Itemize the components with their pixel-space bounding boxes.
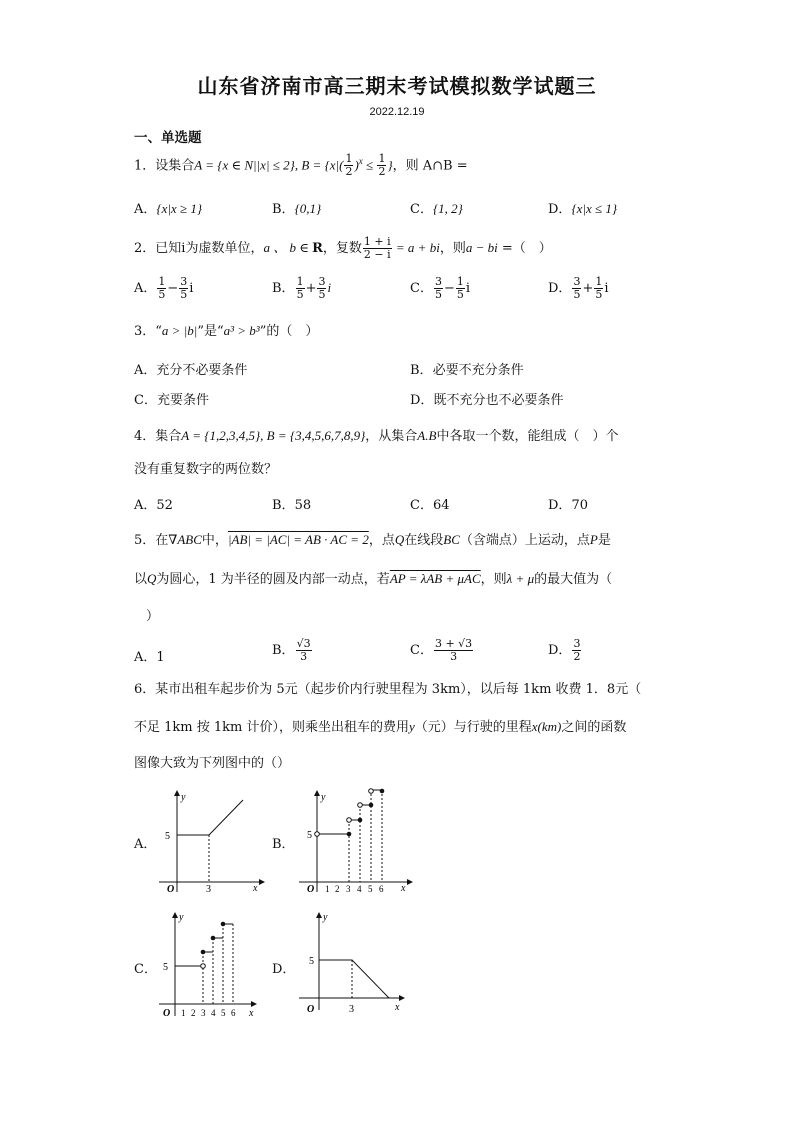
question-5-line-3: ）	[146, 609, 160, 624]
q1-suffix: ，则 A∩B =	[392, 158, 468, 174]
option-text: 52	[156, 498, 173, 513]
x-tick-1: 1	[325, 884, 330, 894]
frac	[296, 638, 312, 663]
q6-2b: （元）与行驶的里程	[414, 720, 532, 735]
x-tick-2: 2	[191, 1008, 196, 1018]
x-axis-arrow	[251, 1001, 257, 1007]
q1-option-a[interactable]	[134, 198, 202, 217]
q4-option-a[interactable]	[134, 494, 173, 513]
q1-set-b-mid: )	[354, 157, 359, 173]
option-text: 既不充分也不必要条件	[433, 393, 564, 408]
fn: 1	[296, 275, 304, 288]
f1	[572, 276, 581, 301]
option-text: {x|x ≥ 1}	[156, 201, 203, 216]
sign: −	[443, 281, 455, 296]
question-5-line-1	[134, 531, 611, 550]
fn: 1	[456, 275, 464, 288]
q2-mid2: ，复数	[322, 241, 362, 256]
q6-option-d[interactable]: D．	[272, 962, 296, 977]
closed-point	[380, 789, 385, 794]
q6-2c: 之间的函数	[561, 720, 627, 735]
option-text: {1, 2}	[432, 201, 463, 216]
open-point	[358, 803, 363, 808]
option-text: 必要不充分条件	[432, 363, 524, 378]
q2-frac-den: 2 − i	[363, 248, 391, 261]
q4-c: 中各取一个数，能组成（ ）个	[436, 429, 619, 444]
question-1	[134, 152, 468, 178]
y-axis-arrow	[316, 912, 322, 918]
option-label: D．	[548, 202, 572, 217]
q5-option-d[interactable]	[548, 638, 582, 663]
q5-a: 5．在	[134, 533, 169, 548]
option-label: A．	[134, 281, 157, 296]
q6-xkm: x(km)	[531, 719, 562, 734]
q4-a: 4．集合	[134, 429, 182, 444]
y-label: y	[179, 912, 184, 923]
q3-b: ”是“	[197, 324, 224, 339]
page-title: 山东省济南市高三期末考试模拟数学试题三	[197, 74, 597, 98]
x-tick-3: 3	[346, 884, 351, 894]
f2	[456, 276, 465, 301]
frac	[434, 638, 473, 663]
x-axis-arrow	[399, 995, 405, 1001]
origin-label: O	[307, 1004, 315, 1015]
fd: 5	[296, 288, 304, 301]
q2-option-a[interactable]	[134, 276, 193, 301]
x-tick-3: 3	[201, 1008, 206, 1018]
unit: i	[327, 280, 332, 295]
q3-option-a[interactable]	[134, 359, 247, 378]
q5-c: ，点	[368, 533, 395, 548]
q1-half-fraction	[344, 153, 353, 178]
q6-option-c[interactable]: C．	[134, 962, 157, 977]
q5-BC: BC	[443, 532, 460, 547]
q1-half-fraction-2	[377, 153, 386, 178]
fn: 1	[158, 275, 166, 288]
unit: i	[604, 281, 609, 296]
q3-option-b[interactable]	[410, 359, 524, 378]
y-label: y	[321, 792, 326, 803]
q2-i: i	[181, 241, 186, 256]
option-label: C．	[410, 202, 433, 217]
fn: 1	[595, 275, 603, 288]
q1-half-num: 1	[345, 152, 353, 166]
q5-P: P	[589, 532, 598, 547]
fn: 3	[573, 637, 581, 650]
section-heading: 一、单选题	[134, 130, 202, 146]
fn: 3 + √3	[434, 637, 473, 650]
q1-set-b-end: }	[387, 157, 393, 173]
q2-prefix: 2．已知	[134, 241, 182, 256]
question-2	[134, 236, 552, 261]
sign: +	[582, 281, 594, 296]
frac	[572, 638, 581, 663]
q4-ab: A.B	[417, 428, 437, 443]
q4-option-b[interactable]	[272, 494, 311, 513]
q5-2c: ，则	[480, 572, 507, 587]
q1-option-d[interactable]	[548, 198, 617, 217]
fd: 5	[158, 288, 166, 301]
option-label: A．	[134, 363, 157, 378]
x-tick-4: 4	[211, 1008, 216, 1018]
open-point	[315, 832, 320, 837]
y-axis-arrow	[174, 790, 180, 796]
q5-2Q: Q	[147, 571, 157, 586]
open-point	[347, 818, 352, 823]
x-tick-3: 3	[206, 884, 211, 895]
q5-2d: 的最大值为（	[534, 572, 613, 587]
fd: 3	[300, 650, 308, 663]
option-label: D．	[410, 393, 434, 408]
y-label: y	[181, 792, 186, 803]
option-label: B．	[272, 202, 295, 217]
f2	[179, 276, 188, 301]
q5-d: 在线段	[404, 533, 444, 548]
x-tick-1: 1	[181, 1008, 186, 1018]
x-tick-5: 5	[221, 1008, 226, 1018]
option-label: C．	[410, 643, 433, 658]
q5-f: 是	[597, 533, 611, 548]
origin-label: O	[163, 1008, 171, 1019]
q2-fraction	[363, 236, 392, 261]
x-tick-3: 3	[349, 1004, 354, 1015]
graph-c[interactable]	[155, 910, 265, 1022]
fd: 5	[434, 288, 442, 301]
option-label: B．	[272, 281, 295, 296]
q2-mid1: 为虚数单位，	[185, 241, 264, 256]
q2-expr: a − bi	[465, 240, 498, 255]
graph-b[interactable]	[295, 788, 415, 896]
q5-option-c[interactable]	[410, 638, 474, 663]
q4-option-c[interactable]	[410, 494, 450, 513]
q2-option-c[interactable]	[410, 276, 470, 301]
x-axis-arrow	[259, 879, 265, 885]
q1-set-b-le: ≤	[362, 157, 377, 173]
graph-d[interactable]	[295, 910, 410, 1022]
option-text: 64	[432, 498, 450, 513]
f1	[157, 276, 166, 301]
q2-frac-num: 1 + i	[363, 235, 391, 248]
option-label: D．	[548, 498, 572, 513]
q4-b: ，从集合	[365, 429, 418, 444]
fn: 3	[434, 275, 442, 288]
fd: 5	[573, 288, 581, 301]
origin-label: O	[307, 884, 315, 895]
x-label: x	[253, 883, 258, 894]
option-label: A．	[134, 650, 157, 665]
fd: 5	[180, 288, 188, 301]
q5-tri: ∇ABC	[168, 532, 202, 547]
question-5-line-2	[134, 570, 612, 589]
option-label: B．	[272, 643, 295, 658]
fd: 5	[456, 288, 464, 301]
q5-option-a[interactable]	[134, 646, 165, 665]
y-label: y	[323, 912, 328, 923]
fd: 5	[318, 288, 326, 301]
option-label: C．	[134, 393, 157, 408]
q1-exp: x	[358, 156, 363, 166]
q5-option-b[interactable]	[272, 638, 313, 663]
q5-b: 中，	[201, 533, 228, 548]
closed-point	[347, 832, 352, 837]
q5-2b: 为圆心，1 为半径的圆及内部一动点，若	[156, 572, 390, 587]
q5-vec-eq: |AB| = |AC| = AB · AC = 2	[227, 532, 369, 547]
y-axis-arrow	[172, 912, 178, 918]
fd: 3	[450, 650, 458, 663]
q5-vec-eq2: AP = λAB + μAC	[389, 571, 481, 586]
q5-lm: λ + μ	[506, 571, 535, 586]
f1	[296, 276, 305, 301]
x-label: x	[401, 883, 406, 894]
option-text: {0,1}	[294, 201, 322, 216]
option-label: C．	[410, 281, 433, 296]
f2	[594, 276, 603, 301]
open-point	[201, 964, 206, 969]
x-axis-arrow	[407, 879, 413, 885]
closed-point	[369, 803, 374, 808]
x-tick-6: 6	[231, 1008, 236, 1018]
q2-ab: a 、 b ∈	[263, 240, 313, 255]
option-text: 58	[294, 498, 312, 513]
q1-half-den: 2	[345, 165, 353, 179]
origin-label: O	[167, 884, 175, 895]
closed-point	[201, 950, 206, 955]
q2-mid3: ，则	[439, 241, 466, 256]
f1	[434, 276, 443, 301]
sign: −	[167, 281, 179, 296]
q1-option-c[interactable]	[410, 198, 463, 217]
option-text: 充分不必要条件	[156, 363, 248, 378]
q1-set-a: A = {x ∈ N||x| ≤ 2}	[194, 157, 295, 173]
x-tick-4: 4	[357, 884, 362, 894]
question-3	[134, 322, 318, 341]
fn: √3	[296, 637, 311, 650]
q2-option-b[interactable]	[272, 276, 331, 301]
q6-option-b[interactable]: B．	[272, 837, 295, 852]
y-tick-5: 5	[307, 830, 312, 841]
q6-y: y	[408, 719, 415, 734]
q2-real-set: R	[312, 241, 323, 256]
question-4-line-2: 没有重复数字的两位数？	[134, 462, 278, 477]
option-text: 充要条件	[156, 393, 209, 408]
y-axis-arrow	[314, 790, 320, 796]
cost-line	[177, 800, 243, 835]
option-label: B．	[410, 363, 433, 378]
graph-a[interactable]	[155, 788, 265, 896]
q2-end: =（ ）	[497, 241, 552, 256]
closed-point	[221, 922, 226, 927]
q5-2a: 以	[134, 572, 148, 587]
sign: +	[305, 281, 317, 296]
question-6-line-3: 图像大致为下列图中的（）	[134, 756, 291, 771]
y-tick-5: 5	[163, 962, 168, 973]
q4-option-d[interactable]	[548, 494, 588, 513]
fn: 3	[180, 275, 188, 288]
q3-concl: a³ > b³	[223, 323, 260, 338]
option-label: C．	[410, 498, 433, 513]
q3-a: 3．“	[134, 324, 162, 339]
q4-sets: A = {1,2,3,4,5}, B = {3,4,5,6,7,8,9}	[181, 428, 366, 443]
closed-point	[358, 818, 363, 823]
option-text: 70	[571, 498, 588, 513]
f2	[317, 276, 326, 301]
x-label: x	[249, 1008, 254, 1019]
question-4-line-1	[134, 427, 618, 446]
x-label: x	[395, 1002, 400, 1013]
fn: 3	[318, 275, 326, 288]
q3-option-c[interactable]	[134, 389, 209, 408]
q1-option-b[interactable]	[272, 198, 321, 217]
y-tick-5: 5	[165, 831, 170, 842]
q1-half-num-2: 1	[378, 152, 386, 166]
option-text: {x|x ≤ 1}	[571, 201, 618, 216]
q5-e: （含端点）上运动，点	[459, 533, 590, 548]
q6-option-a[interactable]: A．	[134, 837, 157, 852]
x-tick-6: 6	[379, 884, 384, 894]
x-tick-2: 2	[335, 884, 340, 894]
exam-date: 2022.12.19	[369, 106, 425, 118]
question-6-line-1: 6．某市出租车起步价为 5元（起步价内行驶里程为 3km），以后每 1km 收费 1．8元（	[134, 682, 642, 697]
q1-set-b-pre: , B = {x|(	[294, 157, 344, 173]
question-6-line-2	[134, 718, 626, 737]
option-label: A．	[134, 202, 157, 217]
option-label: A．	[134, 498, 157, 513]
unit: i	[465, 281, 471, 296]
y-tick-5: 5	[309, 956, 314, 967]
fd: 5	[595, 288, 603, 301]
fn: 3	[573, 275, 581, 288]
closed-point	[211, 936, 216, 941]
q3-cond: a > |b|	[161, 323, 198, 338]
q2-option-d[interactable]	[548, 276, 609, 301]
q5-Q: Q	[394, 532, 405, 547]
q1-prefix: 1．设集合	[134, 158, 195, 174]
open-point	[369, 789, 374, 794]
cost-line	[319, 960, 389, 998]
q2-eq: = a + bi	[392, 240, 440, 255]
x-tick-5: 5	[368, 884, 373, 894]
q3-option-d[interactable]	[410, 389, 563, 408]
option-label: D．	[548, 643, 572, 658]
option-text: 1	[156, 650, 165, 665]
q1-half-den-2: 2	[378, 165, 386, 179]
option-label: D．	[548, 281, 572, 296]
unit: i	[189, 281, 194, 296]
option-label: B．	[272, 498, 295, 513]
q6-2a: 不足 1km 按 1km 计价），则乘坐出租车的费用	[134, 720, 409, 735]
q3-c: ”的（ ）	[259, 324, 319, 339]
fd: 2	[573, 650, 581, 663]
